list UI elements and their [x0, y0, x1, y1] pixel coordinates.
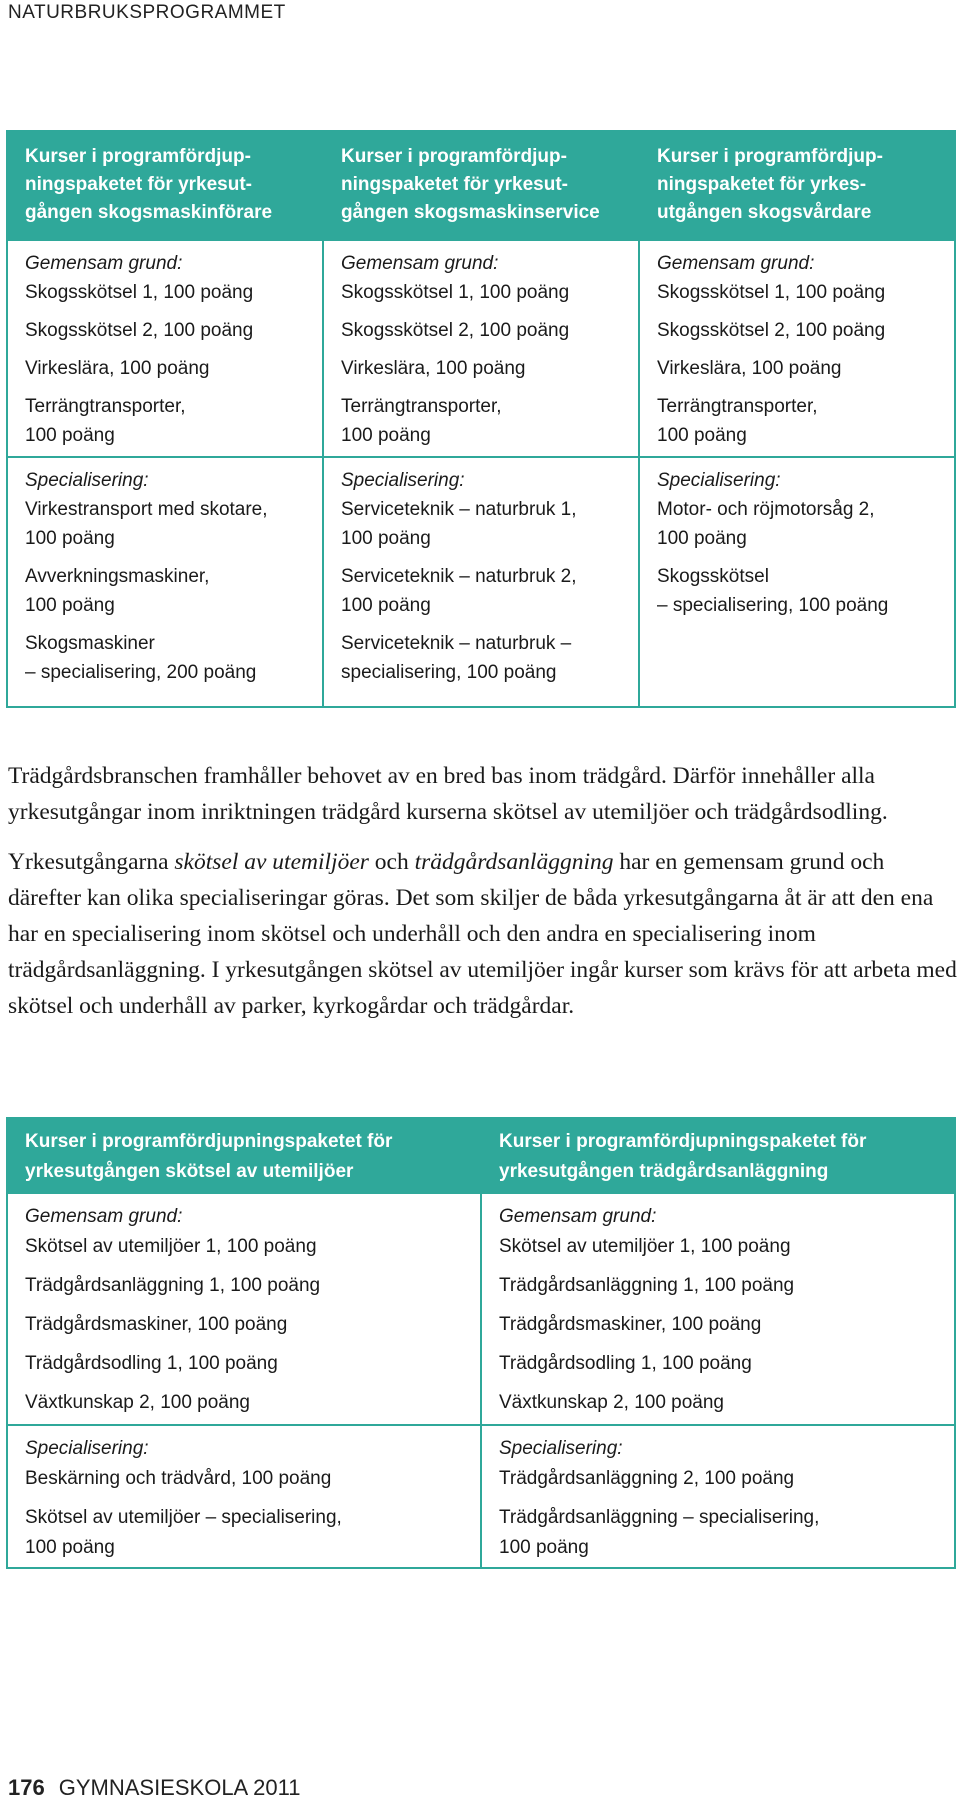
heading-line: Kurser i programfördjup-	[341, 146, 567, 167]
heading-line: ningspaketet för yrkesut-	[341, 174, 568, 195]
common-section	[640, 241, 954, 456]
course-column	[480, 1119, 954, 1567]
course-item	[341, 392, 630, 450]
course-line: 100 poäng	[341, 528, 431, 549]
course-item	[25, 316, 314, 345]
course-line: – specialisering, 100 poäng	[657, 595, 889, 616]
column-heading	[8, 132, 322, 241]
course-item	[25, 1232, 472, 1262]
common-section	[482, 1194, 954, 1424]
course-line: Skogsskötsel 1, 100 poäng	[657, 282, 886, 303]
course-item	[25, 1464, 472, 1494]
course-item	[341, 629, 630, 687]
heading-line: Kurser i programfördjupningspaketet för	[499, 1131, 867, 1152]
course-line: Terrängtransporter,	[341, 396, 502, 417]
emphasis: skötsel av utemiljöer	[174, 849, 369, 875]
course-line: Skogsskötsel 1, 100 poäng	[25, 282, 254, 303]
heading-line: Kurser i programfördjup-	[657, 146, 883, 167]
section-label: Gemensam grund:	[657, 253, 815, 274]
heading-line: gången skogsmaskinförare	[25, 202, 273, 223]
course-line: Terrängtransporter,	[25, 396, 186, 417]
common-section	[8, 241, 322, 456]
course-line: Avverkningsmaskiner,	[25, 566, 210, 587]
course-line: Serviceteknik – naturbruk –	[341, 633, 572, 654]
course-item	[499, 1310, 946, 1340]
course-line: Trädgårdsanläggning – specialisering,	[499, 1507, 820, 1528]
heading-line: Kurser i programfördjup-	[25, 146, 251, 167]
column-body	[8, 241, 322, 693]
course-line: specialisering, 100 poäng	[341, 662, 557, 683]
column-body	[482, 1194, 954, 1569]
course-item	[341, 278, 630, 307]
course-item	[25, 495, 314, 553]
section-label: Specialisering:	[25, 1438, 149, 1459]
course-item	[341, 562, 630, 620]
column-heading	[482, 1119, 954, 1194]
course-line: Skogsskötsel 2, 100 poäng	[341, 320, 570, 341]
common-section	[8, 1194, 480, 1424]
course-item	[341, 354, 630, 383]
course-line: Trädgårdsodling 1, 100 poäng	[25, 1353, 278, 1374]
course-item	[341, 495, 630, 553]
heading-line: ningspaketet för yrkesut-	[25, 174, 252, 195]
course-item	[25, 1349, 472, 1379]
course-line: 100 poäng	[657, 528, 747, 549]
course-line: 100 poäng	[25, 425, 115, 446]
course-item	[25, 354, 314, 383]
garden-course-table	[6, 1117, 956, 1569]
course-line: Växtkunskap 2, 100 poäng	[499, 1392, 725, 1413]
course-line: Skötsel av utemiljöer 1, 100 poäng	[499, 1236, 791, 1257]
course-line: Terrängtransporter,	[657, 396, 818, 417]
course-item	[25, 1271, 472, 1301]
course-item	[657, 392, 946, 450]
course-line: Beskärning och trädvård, 100 poäng	[25, 1468, 332, 1489]
section-label: Gemensam grund:	[341, 253, 499, 274]
heading-line: ningspaketet för yrkes-	[657, 174, 867, 195]
section-label: Specialisering:	[341, 470, 465, 491]
course-item	[657, 316, 946, 345]
course-line: Skogsskötsel 1, 100 poäng	[341, 282, 570, 303]
course-line: Trädgårdsanläggning 1, 100 poäng	[499, 1275, 795, 1296]
course-line: 100 poäng	[499, 1537, 589, 1558]
heading-line: gången skogsmaskinservice	[341, 202, 600, 223]
course-item	[499, 1349, 946, 1379]
course-line: Virkestransport med skotare,	[25, 499, 268, 520]
course-line: Skötsel av utemiljöer – specialisering,	[25, 1507, 342, 1528]
column-heading	[8, 1119, 480, 1194]
course-item	[25, 1388, 472, 1418]
heading-line: utgången skogsvårdare	[657, 202, 872, 223]
course-line: Skogsskötsel 2, 100 poäng	[25, 320, 254, 341]
course-item	[657, 354, 946, 383]
page-number: 176	[8, 1775, 45, 1800]
course-line: Trädgårdsanläggning 1, 100 poäng	[25, 1275, 321, 1296]
course-line: 100 poäng	[25, 1537, 115, 1558]
running-head: NATURBRUKSPROGRAMMET	[8, 2, 286, 23]
column-body	[640, 241, 954, 626]
course-line: 100 poäng	[341, 425, 431, 446]
course-item	[499, 1271, 946, 1301]
course-column	[322, 132, 638, 706]
course-line: Virkeslära, 100 poäng	[25, 358, 210, 379]
column-heading	[640, 132, 954, 241]
course-line: Serviceteknik – naturbruk 2,	[341, 566, 577, 587]
course-line: Trädgårdsmaskiner, 100 poäng	[25, 1314, 288, 1335]
page-footer	[8, 1775, 300, 1801]
heading-line: Kurser i programfördjupningspaketet för	[25, 1131, 393, 1152]
course-item	[25, 392, 314, 450]
course-line: Växtkunskap 2, 100 poäng	[25, 1392, 251, 1413]
course-item	[25, 1310, 472, 1340]
course-item	[657, 562, 946, 620]
course-item	[499, 1503, 946, 1563]
course-line: Skogsskötsel 2, 100 poäng	[657, 320, 886, 341]
section-label: Gemensam grund:	[499, 1206, 657, 1227]
paragraph: Yrkesutgångarna skötsel av utemiljöer och trädgårdsanläggning har en gemensam grund och därefter kan olika specialiseringar göras. Det som skiljer de båda yrkesutgångarna åt är att den ena har en specialisering inom skötsel och underhåll och den andra en specialisering inom trädgårdsanläggning. I yrkesutgången skötsel av utemiljöer ingår kurser som krävs för att arbeta med skötsel och underhåll av parker, kyrkogårdar och trädgårdar.	[8, 849, 957, 1019]
course-item	[499, 1388, 946, 1418]
course-item	[341, 316, 630, 345]
course-item	[499, 1232, 946, 1262]
publication-title: GYMNASIESKOLA 2011	[58, 1775, 301, 1800]
emphasis: trädgårdsanläggning	[414, 849, 614, 875]
course-line: 100 poäng	[25, 528, 115, 549]
specialisation-section	[8, 456, 322, 693]
section-label: Specialisering:	[657, 470, 781, 491]
course-item	[25, 629, 314, 687]
heading-line: yrkesutgången trädgårdsanläggning	[499, 1161, 829, 1182]
course-line: Skogsskötsel	[657, 566, 769, 587]
section-label: Gemensam grund:	[25, 253, 183, 274]
section-label: Specialisering:	[25, 470, 149, 491]
course-line: Serviceteknik – naturbruk 1,	[341, 499, 577, 520]
heading-line: yrkesutgången skötsel av utemiljöer	[25, 1161, 354, 1182]
course-line: Trädgårdsodling 1, 100 poäng	[499, 1353, 752, 1374]
specialisation-section	[8, 1424, 480, 1569]
course-line: 100 poäng	[657, 425, 747, 446]
course-item	[25, 278, 314, 307]
column-heading	[324, 132, 638, 241]
course-line: 100 poäng	[341, 595, 431, 616]
paragraph: Trädgårdsbranschen framhåller behovet av en bred bas inom trädgård. Därför innehåller alla yrkesutgångar inom inriktningen trädgård kurserna skötsel av utemiljöer och trädgårdsodling.	[8, 763, 888, 825]
course-line: Trädgårdsanläggning 2, 100 poäng	[499, 1468, 795, 1489]
course-line: Motor- och röjmotorsåg 2,	[657, 499, 875, 520]
specialisation-section	[482, 1424, 954, 1569]
section-label: Gemensam grund:	[25, 1206, 183, 1227]
specialisation-section	[324, 456, 638, 693]
course-line: Skötsel av utemiljöer 1, 100 poäng	[25, 1236, 317, 1257]
forestry-course-table	[6, 130, 956, 708]
course-column	[638, 132, 954, 706]
section-label: Specialisering:	[499, 1438, 623, 1459]
course-line: Virkeslära, 100 poäng	[657, 358, 842, 379]
specialisation-section	[640, 456, 954, 626]
course-item	[657, 495, 946, 553]
course-line: Trädgårdsmaskiner, 100 poäng	[499, 1314, 762, 1335]
course-item	[499, 1464, 946, 1494]
course-column	[8, 132, 322, 706]
course-line: Virkeslära, 100 poäng	[341, 358, 526, 379]
course-item	[25, 1503, 472, 1563]
body-text	[8, 758, 958, 1038]
course-item	[25, 562, 314, 620]
course-line: – specialisering, 200 poäng	[25, 662, 257, 683]
course-column	[8, 1119, 480, 1567]
common-section	[324, 241, 638, 456]
course-item	[657, 278, 946, 307]
column-body	[8, 1194, 480, 1569]
column-body	[324, 241, 638, 693]
course-line: 100 poäng	[25, 595, 115, 616]
course-line: Skogsmaskiner	[25, 633, 155, 654]
